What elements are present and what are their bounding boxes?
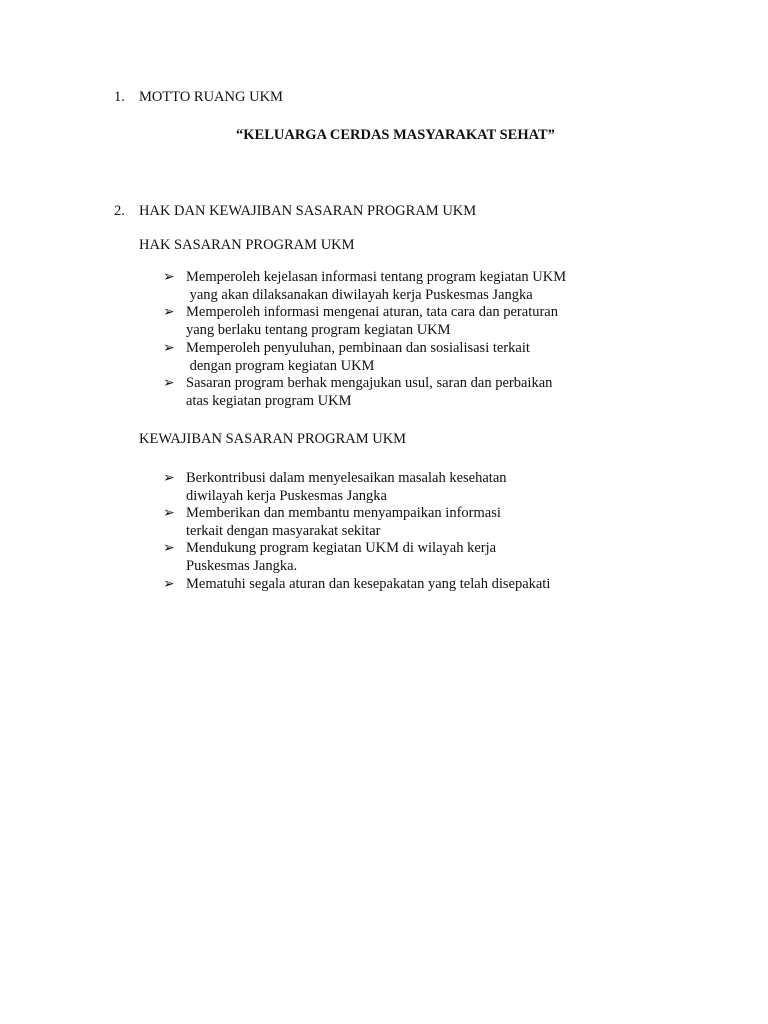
arrow-bullet-icon: ➢: [163, 269, 175, 285]
section-2-heading: HAK DAN KEWAJIBAN SASARAN PROGRAM UKM: [139, 203, 477, 219]
arrow-bullet-icon: ➢: [163, 540, 175, 556]
list-item-line-1: Mendukung program kegiatan UKM di wilayah kerja: [186, 540, 497, 556]
kewajiban-heading: KEWAJIBAN SASARAN PROGRAM UKM: [139, 431, 407, 447]
list-item-line-2: Puskesmas Jangka.: [186, 558, 298, 574]
section-1-heading: MOTTO RUANG UKM: [139, 89, 283, 105]
section-1-number: 1.: [114, 89, 125, 105]
list-item-line-2: yang akan dilaksanakan diwilayah kerja Puskesmas Jangka: [186, 287, 533, 303]
motto-text: “KELUARGA CERDAS MASYARAKAT SEHAT”: [236, 127, 555, 143]
list-item-line-1: Memperoleh informasi mengenai aturan, tata cara dan peraturan: [186, 304, 558, 320]
list-item-line-1: Sasaran program berhak mengajukan usul, saran dan perbaikan: [186, 375, 553, 391]
arrow-bullet-icon: ➢: [163, 470, 175, 486]
arrow-bullet-icon: ➢: [163, 340, 175, 356]
hak-heading: HAK SASARAN PROGRAM UKM: [139, 237, 355, 253]
arrow-bullet-icon: ➢: [163, 576, 175, 592]
arrow-bullet-icon: ➢: [163, 304, 175, 320]
arrow-bullet-icon: ➢: [163, 375, 175, 391]
list-item-line-2: terkait dengan masyarakat sekitar: [186, 523, 381, 539]
list-item-line-1: Mematuhi segala aturan dan kesepakatan yang telah disepakati: [186, 576, 551, 592]
list-item-line-1: Memperoleh penyuluhan, pembinaan dan sosialisasi terkait: [186, 340, 530, 356]
list-item-line-1: Berkontribusi dalam menyelesaikan masalah kesehatan: [186, 470, 507, 486]
list-item-line-2: diwilayah kerja Puskesmas Jangka: [186, 488, 387, 504]
arrow-bullet-icon: ➢: [163, 505, 175, 521]
list-item-line-2: dengan program kegiatan UKM: [186, 358, 375, 374]
list-item-line-1: Memberikan dan membantu menyampaikan informasi: [186, 505, 501, 521]
list-item-line-1: Memperoleh kejelasan informasi tentang program kegiatan UKM: [186, 269, 567, 285]
list-item-line-2: atas kegiatan program UKM: [186, 393, 352, 409]
list-item-line-2: yang berlaku tentang program kegiatan UKM: [186, 322, 451, 338]
section-2-number: 2.: [114, 203, 125, 219]
